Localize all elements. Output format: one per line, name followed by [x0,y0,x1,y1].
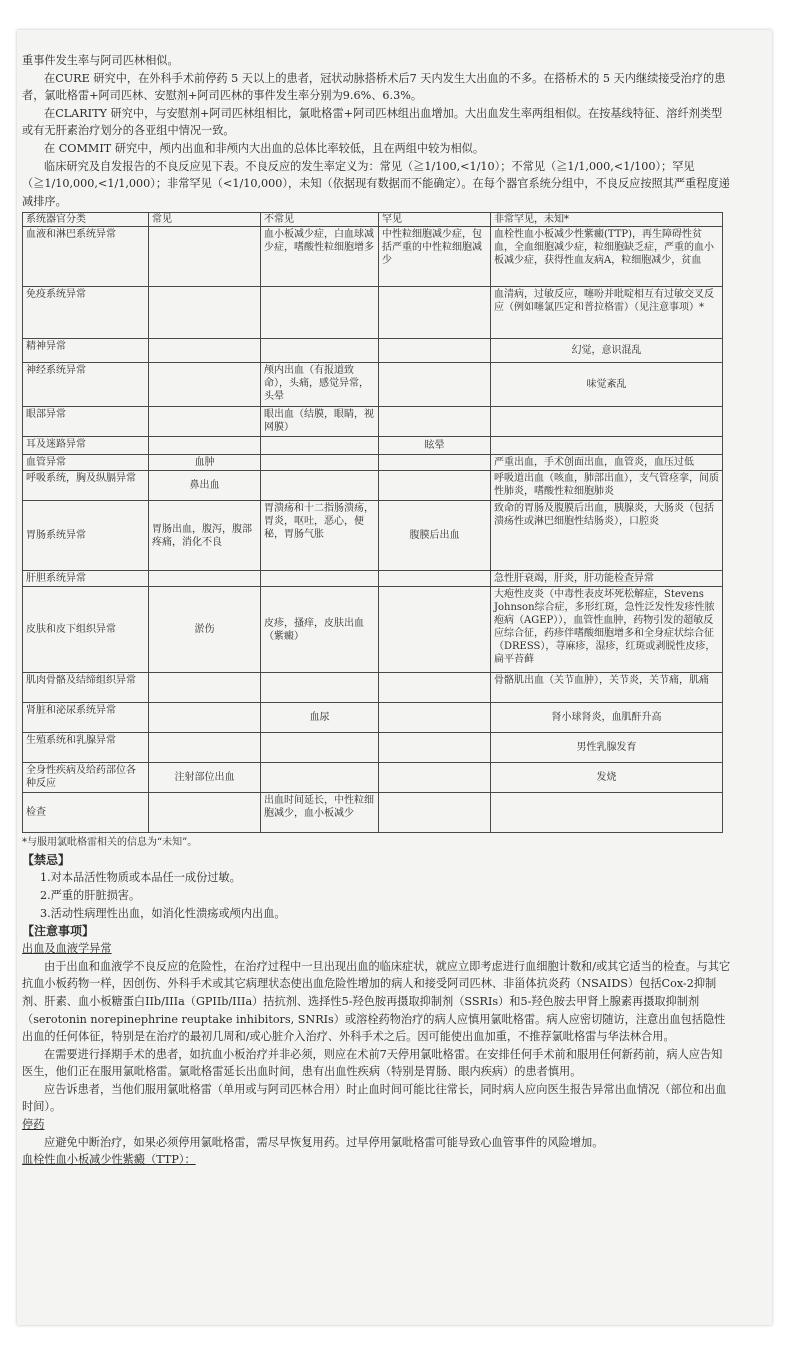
table-cell [149,437,261,455]
table-cell [379,703,491,733]
table-cell: 免疫系统异常 [23,287,149,339]
table-row [23,793,723,833]
table-cell [149,287,261,339]
table-cell [149,733,261,763]
table-cell: 耳及迷路异常 [23,437,149,455]
table-row [23,471,723,501]
table-cell: 出血时间延长，中性粒细胞减少，血小板减少 [261,793,379,833]
intro-paragraph-frequency: 临床研究及自发报告的不良反应见下表。不良反应的发生率定义为：常见（≧1/100,<1/10）；不常见（≧1/1,000,<1/100）；罕见（≧1/10,000,<1/1,000）；非常罕见（<1/10,000），未知（依据现有数据而不能确定）。在每个器官系统分组中，不良反应按照其严重程度递减排序。 [22,159,730,208]
table-row [23,363,723,407]
table-header-row [23,213,723,227]
table-cell: 肝胆系统异常 [23,571,149,587]
table-header: 系统器官分类 [23,213,149,227]
intro-paragraph-commit: 在 COMMIT 研究中，颅内出血和非颅内大出血的总体比率较低，且在两组中较为相似。 [44,141,485,155]
table-cell: 肾小球肾炎，血肌酐升高 [491,703,723,733]
table-cell: 血管异常 [23,455,149,471]
table-cell: 眼部异常 [23,407,149,437]
table-cell [379,673,491,703]
table-cell [149,363,261,407]
table-cell [379,733,491,763]
precautions-paragraph: 应避免中断治疗，如果必须停用氯吡格雷，需尽早恢复用药。过早停用氯吡格雷可能导致心血管事件的风险增加。 [44,1135,604,1149]
table-cell: 眩晕 [379,437,491,455]
table-cell: 呼吸系统，胸及纵膈异常 [23,471,149,501]
precautions-paragraph: 由于出血和血液学不良反应的危险性，在治疗过程中一旦出现出血的临床症状，就应立即考虑进行血细胞计数和/或其它适当的检查。与其它抗血小板药物一样，因创伤、外科手术或其它病理状态使出血危险性增加的病人和接受阿司匹林、非甾体抗炎药（NSAIDS）包括Cox-2抑制剂、肝素、血小板糖蛋白IIb/IIIa（GPIIb/IIIa）拮抗剂、选择性5-羟色胺再摄取抑制剂（SSRIs）和5-羟色胺去甲肾上腺素再摄取抑制剂（serotonin norepinephrine reuptake inhibitors, SNRIs）或溶栓药物治疗的病人应慎用氯吡格雷。病人应密切随访，注意出血包括隐性出血的任何体征，特别是在治疗的最初几周和/或心脏介入治疗、外科手术之后。因可能使出血加重，不推荐氯吡格雷与华法林合用。 [22,959,731,1044]
table-cell: 鼻出血 [149,471,261,501]
table-cell: 神经系统异常 [23,363,149,407]
contraindication-item: 3.活动性病理性出血，如消化性溃疡或颅内出血。 [40,906,286,920]
subheading-ttp: 血栓性血小板减少性紫癜（TTP）： [22,1153,196,1167]
table-header: 常见 [149,213,261,227]
intro-paragraph-1: 重事件发生率与阿司匹林相似。 [22,54,179,67]
table-cell [491,407,723,437]
table-cell [149,227,261,287]
contraindication-item: 1.对本品活性物质或本品任一成份过敏。 [40,871,241,885]
table-row [23,587,723,673]
table-cell: 急性肝衰竭，肝炎，肝功能检查异常 [491,571,723,587]
table-cell [491,793,723,833]
table-cell [149,407,261,437]
precautions-paragraph: 在需要进行择期手术的患者，如抗血小板治疗并非必须，则应在术前7天停用氯吡格雷。在安排任何手术前和服用任何新药前，病人应告知医生，他们正在服用氯吡格雷。氯吡格雷延长出血时间，患有出血性疾病（特别是胃肠、眼内疾病）的患者慎用。 [22,1047,723,1079]
table-cell: 男性乳腺发育 [491,733,723,763]
table-header: 不常见 [261,213,379,227]
table-cell [261,733,379,763]
table-footnote: *与服用氯吡格雷相关的信息为“未知”。 [22,837,198,849]
adverse-reactions-table [22,212,723,833]
table-cell [149,703,261,733]
table-cell: 精神异常 [23,339,149,363]
precautions-paragraph: 应告诉患者，当他们服用氯吡格雷（单用或与阿司匹林合用）时止血时间可能比往常长，同时病人应向医生报告异常出血情况（部位和出血时间）。 [22,1082,727,1114]
table-cell: 胃肠出血，腹泻，腹部疼痛，消化不良 [149,501,261,571]
table-cell [149,793,261,833]
table-cell: 严重出血，手术创面出血，血管炎，血压过低 [491,455,723,471]
table-cell [379,763,491,793]
table-cell: 血清病，过敏反应，噻吩并吡啶相互有过敏交叉反应（例如噻氯匹定和普拉格雷）（见注意事项）* [491,287,723,339]
table-row [23,339,723,363]
table-cell: 胃溃疡和十二指肠溃疡，胃炎，呕吐，恶心，便秘，胃肠气胀 [261,501,379,571]
table-cell [149,339,261,363]
precautions-heading: 【注意事项】 [22,924,95,939]
table-cell [379,339,491,363]
table-cell [261,471,379,501]
table-row [23,571,723,587]
table-row [23,437,723,455]
table-row [23,287,723,339]
table-cell [379,363,491,407]
table-row [23,673,723,703]
table-cell [379,287,491,339]
table-cell: 胃肠系统异常 [23,501,149,571]
table-cell: 颅内出血（有报道致命），头痛，感觉异常，头晕 [261,363,379,407]
table-cell [261,571,379,587]
intro-paragraph-cure: 在CURE 研究中，在外科手术前停药 5 天以上的患者，冠状动脉搭桥术后7 天内发生大出血的不多。在搭桥术的 5 天内继续接受治疗的患者，氯吡格雷+阿司匹林、安慰剂+阿司匹林的事件发生率分别为9.6%、6.3%。 [22,71,726,103]
table-row [23,501,723,571]
contraindications-heading: 【禁忌】 [22,853,71,868]
table-cell: 检查 [23,793,149,833]
table-row [23,703,723,733]
subheading-bleeding: 出血及血液学异常 [22,942,112,956]
table-row [23,407,723,437]
table-cell [149,673,261,703]
table-cell: 大疱性皮炎（中毒性表皮坏死松解症，Stevens Johnson综合症，多形红斑，急性泛发性发疹性脓疱病（AGEP）），血管性血肿，药物引发的超敏反应综合征，药疹伴嗜酸细胞增多和全身症状综合征（DRESS），荨麻疹，湿疹，红斑或剥脱性皮疹，扁平苔藓 [491,587,723,673]
table-cell [261,437,379,455]
table-row [23,455,723,471]
table-cell [379,471,491,501]
table-cell [379,587,491,673]
table-cell: 中性粒细胞减少症，包括严重的中性粒细胞减少 [379,227,491,287]
table-cell: 致命的胃肠及腹膜后出血，胰腺炎，大肠炎（包括溃疡性或淋巴细胞性结肠炎），口腔炎 [491,501,723,571]
table-cell [379,793,491,833]
subheading-discontinuation: 停药 [22,1118,45,1132]
table-cell [261,673,379,703]
table-cell: 血尿 [261,703,379,733]
table-cell: 骨骼肌出血（关节血肿），关节炎，关节痛，肌痛 [491,673,723,703]
table-header: 非常罕见，未知* [491,213,723,227]
table-cell: 发烧 [491,763,723,793]
table-cell [261,455,379,471]
table-cell: 淤伤 [149,587,261,673]
table-cell: 腹膜后出血 [379,501,491,571]
table-cell: 全身性疾病及给药部位各种反应 [23,763,149,793]
table-cell [491,437,723,455]
table-cell [379,571,491,587]
table-cell: 幻觉，意识混乱 [491,339,723,363]
table-cell [261,339,379,363]
table-cell [379,407,491,437]
table-cell [149,571,261,587]
table-cell [261,763,379,793]
table-row [23,733,723,763]
table-cell: 皮疹，搔痒，皮肤出血（紫癜） [261,587,379,673]
intro-paragraph-clarity: 在CLARITY 研究中，与安慰剂+阿司匹林组相比，氯吡格雷+阿司匹林组出血增加。大出血发生率两组相似。在按基线特征、溶纤剂类型或有无肝素治疗划分的各亚组中情况一致。 [22,106,723,138]
table-row [23,763,723,793]
table-cell [261,287,379,339]
table-cell: 注射部位出血 [149,763,261,793]
document-content [22,52,732,1169]
table-cell: 呼吸道出血（咳血，肺部出血），支气管痉挛，间质性肺炎，嗜酸性粒细胞肺炎 [491,471,723,501]
table-cell: 血小板减少症，白血球减少症，嗜酸性粒细胞增多 [261,227,379,287]
table-cell: 味觉紊乱 [491,363,723,407]
table-header: 罕见 [379,213,491,227]
table-cell: 皮肤和皮下组织异常 [23,587,149,673]
table-cell [379,455,491,471]
table-cell: 肌肉骨骼及结缔组织异常 [23,673,149,703]
table-cell: 眼出血（结膜，眼睛，视网膜） [261,407,379,437]
table-cell: 生殖系统和乳腺异常 [23,733,149,763]
table-cell: 肾脏和泌尿系统异常 [23,703,149,733]
table-cell: 血栓性血小板减少性紫癜(TTP)，再生障碍性贫血，全血细胞减少症，粒细胞缺乏症，严重的血小板减少症，获得性血友病A，粒细胞减少，贫血 [491,227,723,287]
table-row [23,227,723,287]
contraindication-item: 2.严重的肝脏损害。 [40,888,141,902]
table-cell: 血液和淋巴系统异常 [23,227,149,287]
table-cell: 血肿 [149,455,261,471]
